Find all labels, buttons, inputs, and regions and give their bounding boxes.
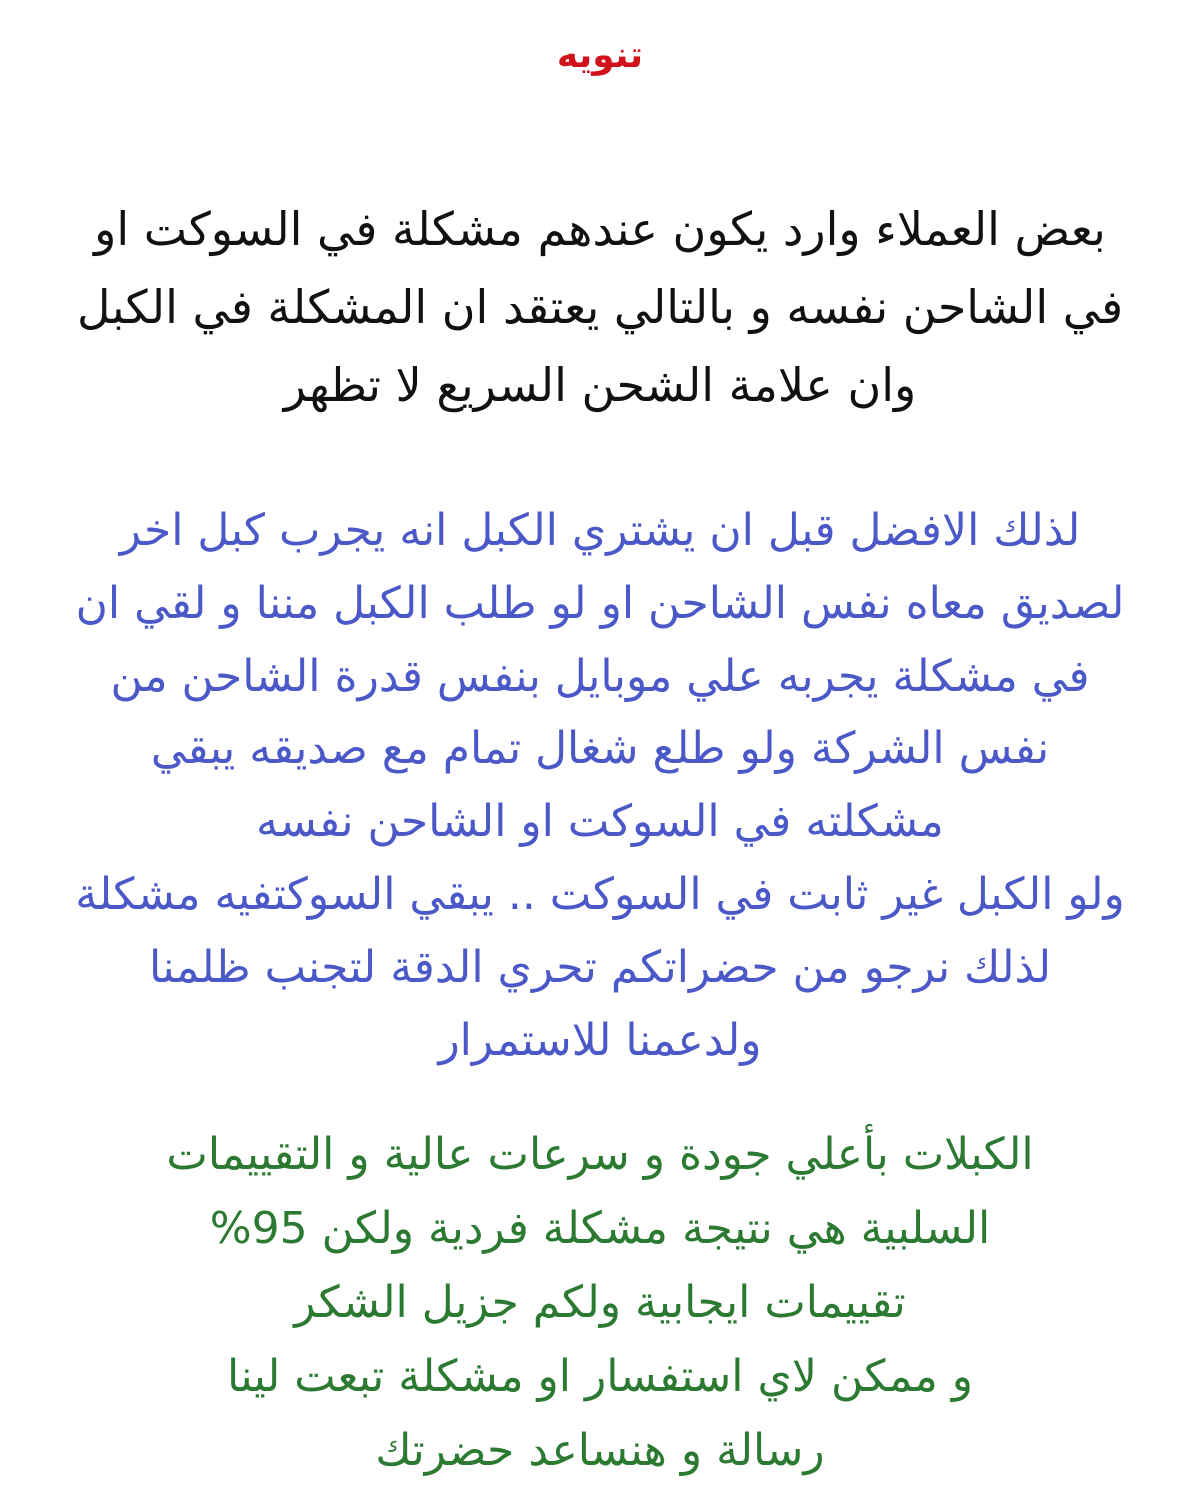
advice-paragraph: [0, 495, 1200, 1077]
advice-line: ولو الكبل غير ثابت في السوكت .. يبقي السوكتفيه مشكلة: [75, 868, 1125, 920]
closing-paragraph: [0, 1118, 1200, 1488]
closing-line: تقييمات ايجابية ولكم جزيل الشكر: [294, 1277, 906, 1328]
closing-line: رسالة و هنساعد حضرتك: [375, 1425, 825, 1476]
advice-line: لذلك الافضل قبل ان يشتري الكبل انه يجرب كبل اخر: [119, 505, 1081, 556]
advice-line: نفس الشركة ولو طلع شغال تمام مع صديقه يبقي: [150, 723, 1050, 775]
closing-line: و ممكن لاي استفسار او مشكلة تبعت لينا: [226, 1351, 974, 1402]
advice-line: لصديق معاه نفس الشاحن او لو طلب الكبل مننا و لقي ان: [75, 577, 1125, 629]
closing-line: الكبلات بأعلي جودة و سرعات عالية و التقييمات: [166, 1129, 1034, 1180]
advice-line: في مشكلة يجربه علي موبايل بنفس قدرة الشاحن من: [110, 650, 1090, 702]
advice-line: ولدعمنا للاستمرار: [438, 1014, 762, 1066]
notice-title: تنويه: [556, 35, 644, 76]
intro-paragraph: [0, 190, 1200, 424]
advice-line: لذلك نرجو من حضراتكم تحري الدقة لتجنب ظلمنا: [148, 941, 1052, 993]
intro-line: في الشاحن نفسه و بالتالي يعتقد ان المشكلة في الكبل: [76, 280, 1124, 334]
advice-line: مشكلته في السوكت او الشاحن نفسه: [256, 796, 944, 848]
closing-line: السلبية هي نتيجة مشكلة فردية ولكن 95%: [209, 1203, 991, 1254]
intro-line: بعض العملاء وارد يكون عندهم مشكلة في السوكت او: [94, 202, 1106, 256]
intro-line: وان علامة الشحن السريع لا تظهر: [283, 358, 917, 412]
